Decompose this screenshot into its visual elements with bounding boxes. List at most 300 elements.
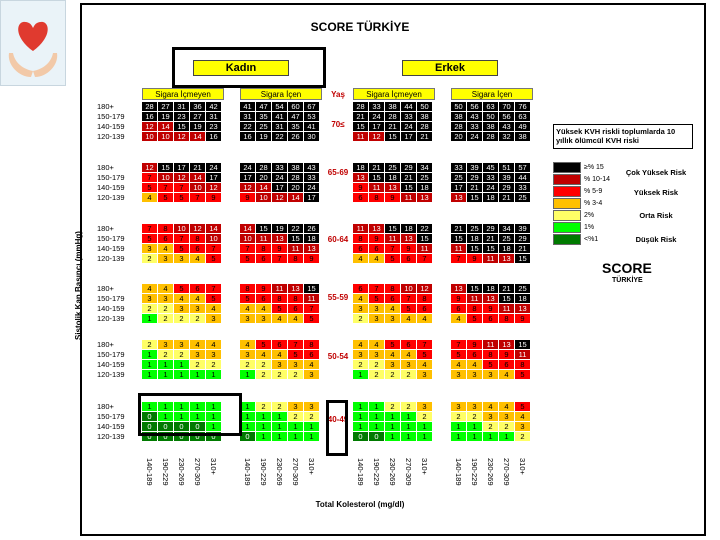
heatmap-cell: 38 — [451, 112, 467, 122]
chol-tick-label: 270-309 — [291, 458, 300, 486]
legend-label: <%1 — [584, 236, 599, 243]
heatmap-cell: 3 — [401, 360, 417, 370]
heatmap-cell: 26 — [288, 132, 304, 142]
heatmap-cell: 1 — [256, 422, 272, 432]
heatmap-cell: 15 — [499, 294, 515, 304]
heatmap-cell: 2 — [240, 360, 256, 370]
heatmap-cell: 5 — [451, 350, 467, 360]
male-label: Erkek — [402, 60, 498, 76]
heatmap-cell: 31 — [206, 112, 222, 122]
heatmap-cell: 8 — [288, 294, 304, 304]
score-logo-sub: TÜRKİYE — [612, 277, 643, 284]
heatmap-cell: 33 — [272, 163, 288, 173]
heatmap-cell: 17 — [369, 122, 385, 132]
heatmap-cell: 7 — [272, 254, 288, 264]
heatmap-cell: 11 — [483, 340, 499, 350]
heatmap-cell: 1 — [451, 422, 467, 432]
heatmap-cell: 9 — [304, 254, 320, 264]
heatmap-cell: 33 — [304, 173, 320, 183]
heatmap-cell: 8 — [499, 314, 515, 324]
chol-tick-label: 230-269 — [486, 458, 495, 486]
bp-row-label: 120-139 — [97, 370, 125, 379]
heatmap-cell: 3 — [142, 244, 158, 254]
heatmap-cell: 3 — [417, 370, 433, 380]
heatmap-cell: 24 — [304, 183, 320, 193]
heatmap-cell: 1 — [353, 412, 369, 422]
heatmap-cell: 9 — [515, 314, 531, 324]
heatmap-cell: 56 — [499, 112, 515, 122]
heatmap-cell: 2 — [369, 370, 385, 380]
bp-row-label: 150-179 — [97, 350, 125, 359]
heatmap-cell: 18 — [353, 163, 369, 173]
heatmap-cell: 1 — [158, 402, 174, 412]
y-axis-label: Sistolik Kan Basıncı (mmHg) — [74, 231, 83, 340]
legend-label: 2% — [584, 212, 595, 219]
heatmap-cell: 24 — [206, 163, 222, 173]
chol-tick-label: 310+ — [209, 458, 218, 475]
heatmap-cell: 1 — [142, 360, 158, 370]
heatmap-cell: 15 — [483, 244, 499, 254]
heatmap-cell: 14 — [190, 173, 206, 183]
heatmap-cell: 7 — [190, 193, 206, 203]
heatmap-cell: 6 — [256, 294, 272, 304]
heatmap-cell: 6 — [353, 284, 369, 294]
heatmap-cell: 2 — [401, 402, 417, 412]
heatmap-cell: 47 — [288, 112, 304, 122]
heatmap-cell: 1 — [158, 360, 174, 370]
heatmap-cell: 10 — [256, 193, 272, 203]
chol-tick-label: 140-189 — [356, 458, 365, 486]
heatmap-cell: 5 — [206, 294, 222, 304]
heatmap-cell: 63 — [483, 102, 499, 112]
heatmap-cell: 4 — [256, 304, 272, 314]
heatmap-cell: 2 — [288, 412, 304, 422]
heatmap-cell: 5 — [304, 314, 320, 324]
heatmap-cell: 0 — [142, 412, 158, 422]
heatmap-cell: 3 — [240, 350, 256, 360]
heatmap-cell: 1 — [272, 432, 288, 442]
heatmap-cell: 15 — [467, 193, 483, 203]
heatmap-cell: 34 — [499, 224, 515, 234]
age-label: 55-59 — [327, 293, 349, 302]
heatmap-cell: 3 — [353, 304, 369, 314]
chol-tick-label: 310+ — [307, 458, 316, 475]
heatmap-cell: 2 — [451, 412, 467, 422]
heatmap-cell: 3 — [467, 402, 483, 412]
heatmap-cell: 4 — [256, 350, 272, 360]
heatmap-cell: 24 — [483, 183, 499, 193]
risk-note: Yüksek KVH riskli toplumlarda 10 yıllık ölümcül KVH riski — [553, 124, 693, 149]
heatmap-cell: 3 — [190, 350, 206, 360]
heatmap-cell: 54 — [272, 102, 288, 112]
heatmap-cell: 12 — [369, 132, 385, 142]
legend-group-low: Düşük Risk — [635, 235, 677, 244]
chol-tick-label: 310+ — [420, 458, 429, 475]
heatmap-cell: 3 — [190, 304, 206, 314]
chol-tick-label: 230-269 — [275, 458, 284, 486]
heatmap-cell: 12 — [417, 284, 433, 294]
heatmap-cell: 24 — [272, 173, 288, 183]
heatmap-cell: 3 — [304, 370, 320, 380]
heatmap-cell: 1 — [158, 370, 174, 380]
heatmap-cell: 7 — [206, 244, 222, 254]
heatmap-cell: 1 — [158, 412, 174, 422]
heatmap-cell: 11 — [353, 224, 369, 234]
heatmap-cell: 29 — [401, 163, 417, 173]
heatmap-cell: 5 — [206, 254, 222, 264]
heatmap-cell: 2 — [385, 370, 401, 380]
heatmap-cell: 4 — [353, 294, 369, 304]
heatmap-cell: 3 — [256, 314, 272, 324]
heatmap-cell: 13 — [353, 173, 369, 183]
heatmap-cell: 5 — [142, 234, 158, 244]
heatmap-cell: 60 — [288, 102, 304, 112]
heatmap-cell: 6 — [483, 314, 499, 324]
heatmap-cell: 13 — [288, 284, 304, 294]
heatmap-cell: 8 — [272, 294, 288, 304]
heatmap-cell: 18 — [467, 234, 483, 244]
heatmap-cell: 17 — [451, 183, 467, 193]
heatmap-cell: 27 — [190, 112, 206, 122]
heatmap-cell: 70 — [499, 102, 515, 112]
legend-label: ≥% 15 — [584, 164, 604, 171]
heatmap-cell: 8 — [353, 234, 369, 244]
heatmap-cell: 21 — [451, 224, 467, 234]
heatmap-cell: 7 — [304, 304, 320, 314]
female-nonsmoker-header: Sigara İçmeyen — [142, 88, 224, 100]
heatmap-cell: 5 — [158, 193, 174, 203]
bp-row-label: 150-179 — [97, 234, 125, 243]
heatmap-cell: 6 — [256, 254, 272, 264]
heatmap-cell: 1 — [142, 370, 158, 380]
heatmap-cell: 33 — [451, 163, 467, 173]
heatmap-cell: 2 — [304, 412, 320, 422]
heatmap-cell: 3 — [158, 254, 174, 264]
heatmap-cell: 15 — [467, 244, 483, 254]
heatmap-cell: 31 — [272, 122, 288, 132]
heatmap-cell: 5 — [240, 294, 256, 304]
heatmap-cell: 1 — [272, 412, 288, 422]
heatmap-cell: 10 — [142, 132, 158, 142]
heatmap-cell: 12 — [174, 132, 190, 142]
heatmap-cell: 13 — [483, 294, 499, 304]
heatmap-cell: 1 — [385, 412, 401, 422]
heatmap-cell: 18 — [401, 224, 417, 234]
heatmap-cell: 11 — [272, 284, 288, 294]
female-highlight-box — [172, 47, 326, 88]
heatmap-cell: 3 — [206, 314, 222, 324]
heatmap-cell: 29 — [483, 224, 499, 234]
heatmap-cell: 3 — [451, 402, 467, 412]
heatmap-cell: 16 — [240, 132, 256, 142]
score-logo: SCORE — [602, 260, 652, 276]
heatmap-cell: 28 — [142, 102, 158, 112]
heatmap-cell: 20 — [256, 173, 272, 183]
x-axis-label: Total Kolesterol (mg/dl) — [315, 500, 405, 509]
low-risk-highlight-box — [138, 393, 242, 436]
heatmap-cell: 24 — [240, 163, 256, 173]
heatmap-cell: 9 — [499, 350, 515, 360]
heatmap-cell: 2 — [174, 314, 190, 324]
heatmap-cell: 1 — [240, 412, 256, 422]
heatmap-cell: 7 — [174, 183, 190, 193]
heatmap-cell: 3 — [158, 340, 174, 350]
heatmap-cell: 12 — [190, 224, 206, 234]
heatmap-cell: 12 — [142, 122, 158, 132]
heatmap-cell: 6 — [288, 304, 304, 314]
heatmap-cell: 1 — [417, 422, 433, 432]
heatmap-cell: 0 — [240, 432, 256, 442]
heatmap-cell: 8 — [158, 224, 174, 234]
heatmap-cell: 2 — [206, 360, 222, 370]
heatmap-cell: 4 — [190, 254, 206, 264]
heatmap-cell: 1 — [174, 412, 190, 422]
bp-row-label: 120-139 — [97, 254, 125, 263]
heatmap-cell: 7 — [401, 294, 417, 304]
heatmap-cell: 10 — [206, 234, 222, 244]
heatmap-cell: 3 — [174, 340, 190, 350]
male-smoker-header: Sigara İçen — [451, 88, 533, 100]
heatmap-cell: 1 — [451, 432, 467, 442]
heatmap-cell: 0 — [190, 432, 206, 442]
heatmap-cell: 21 — [369, 163, 385, 173]
heatmap-cell: 21 — [515, 244, 531, 254]
heatmap-cell: 3 — [369, 314, 385, 324]
heatmap-cell: 13 — [385, 183, 401, 193]
heatmap-cell: 1 — [304, 422, 320, 432]
heatmap-cell: 18 — [483, 193, 499, 203]
heatmap-cell: 5 — [272, 304, 288, 314]
heatmap-cell: 17 — [304, 193, 320, 203]
heatmap-cell: 2 — [515, 432, 531, 442]
heatmap-cell: 7 — [288, 340, 304, 350]
heatmap-cell: 18 — [417, 183, 433, 193]
heatmap-cell: 1 — [304, 432, 320, 442]
heatmap-cell: 8 — [256, 244, 272, 254]
heatmap-cell: 50 — [451, 102, 467, 112]
heatmap-cell: 3 — [158, 294, 174, 304]
bp-row-label: 140-159 — [97, 304, 125, 313]
heatmap-cell: 3 — [206, 350, 222, 360]
legend-label: % 10-14 — [584, 176, 611, 183]
heatmap-cell: 13 — [272, 234, 288, 244]
heatmap-cell: 11 — [288, 244, 304, 254]
heatmap-cell: 15 — [158, 163, 174, 173]
heatmap-cell: 1 — [206, 412, 222, 422]
heatmap-cell: 5 — [288, 350, 304, 360]
heatmap-cell: 31 — [174, 102, 190, 112]
heatmap-cell: 2 — [158, 304, 174, 314]
heatmap-cell: 19 — [190, 122, 206, 132]
heatmap-cell: 6 — [272, 340, 288, 350]
heatmap-cell: 4 — [206, 340, 222, 350]
bp-row-label: 150-179 — [97, 412, 125, 421]
chol-tick-label: 230-269 — [177, 458, 186, 486]
heatmap-cell: 56 — [467, 102, 483, 112]
heatmap-cell: 4 — [158, 284, 174, 294]
heatmap-cell: 18 — [499, 244, 515, 254]
heatmap-cell: 8 — [417, 294, 433, 304]
heatmap-cell: 7 — [142, 173, 158, 183]
heatmap-cell: 11 — [385, 234, 401, 244]
heatmap-cell: 22 — [417, 224, 433, 234]
heatmap-cell: 2 — [256, 360, 272, 370]
heatmap-cell: 28 — [288, 173, 304, 183]
heatmap-cell: 14 — [240, 224, 256, 234]
heatmap-cell: 4 — [417, 360, 433, 370]
heatmap-cell: 15 — [353, 122, 369, 132]
heatmap-cell: 2 — [417, 412, 433, 422]
heatmap-cell: 2 — [158, 314, 174, 324]
heatmap-cell: 24 — [369, 112, 385, 122]
heart-hands-logo — [0, 0, 66, 86]
heatmap-cell: 6 — [417, 304, 433, 314]
heatmap-cell: 3 — [174, 254, 190, 264]
heatmap-cell: 7 — [240, 244, 256, 254]
bp-row-label: 180+ — [97, 224, 114, 233]
heatmap-cell: 44 — [401, 102, 417, 112]
heatmap-cell: 8 — [304, 340, 320, 350]
heatmap-cell: 2 — [272, 370, 288, 380]
heatmap-cell: 2 — [288, 370, 304, 380]
heatmap-cell: 7 — [417, 254, 433, 264]
heatmap-cell: 7 — [369, 284, 385, 294]
heatmap-cell: 7 — [158, 183, 174, 193]
heatmap-cell: 4 — [515, 412, 531, 422]
heatmap-cell: 12 — [174, 173, 190, 183]
heatmap-cell: 15 — [304, 284, 320, 294]
heatmap-cell: 11 — [401, 193, 417, 203]
chol-tick-label: 270-309 — [502, 458, 511, 486]
heatmap-cell: 30 — [304, 132, 320, 142]
heatmap-cell: 11 — [467, 294, 483, 304]
heatmap-cell: 20 — [451, 132, 467, 142]
heatmap-cell: 6 — [353, 193, 369, 203]
heatmap-cell: 9 — [467, 340, 483, 350]
heatmap-cell: 15 — [174, 122, 190, 132]
bp-row-label: 180+ — [97, 402, 114, 411]
heatmap-cell: 21 — [499, 284, 515, 294]
heatmap-cell: 4 — [385, 304, 401, 314]
bp-row-label: 180+ — [97, 340, 114, 349]
heatmap-cell: 9 — [467, 254, 483, 264]
legend-label: % 3-4 — [584, 200, 603, 207]
chol-tick-label: 140-189 — [243, 458, 252, 486]
heatmap-cell: 12 — [206, 183, 222, 193]
heatmap-cell: 4 — [174, 294, 190, 304]
heatmap-cell: 11 — [515, 350, 531, 360]
heatmap-cell: 41 — [304, 122, 320, 132]
heatmap-cell: 1 — [142, 402, 158, 412]
heatmap-cell: 1 — [499, 432, 515, 442]
heatmap-cell: 21 — [467, 183, 483, 193]
heatmap-cell: 12 — [240, 183, 256, 193]
heatmap-cell: 4 — [353, 340, 369, 350]
heatmap-cell: 28 — [353, 102, 369, 112]
legend-swatch — [553, 198, 581, 209]
heatmap-cell: 4 — [272, 350, 288, 360]
heatmap-cell: 4 — [158, 244, 174, 254]
heatmap-cell: 15 — [417, 234, 433, 244]
heatmap-cell: 28 — [483, 132, 499, 142]
heatmap-cell: 1 — [467, 432, 483, 442]
heatmap-cell: 22 — [272, 132, 288, 142]
heatmap-cell: 4 — [385, 350, 401, 360]
heatmap-cell: 38 — [483, 122, 499, 132]
heatmap-cell: 3 — [499, 412, 515, 422]
heatmap-cell: 39 — [499, 173, 515, 183]
heatmap-cell: 0 — [174, 422, 190, 432]
heatmap-cell: 21 — [499, 193, 515, 203]
heatmap-cell: 57 — [515, 163, 531, 173]
heatmap-cell: 38 — [288, 163, 304, 173]
legend-swatch — [553, 210, 581, 221]
heatmap-cell: 1 — [369, 402, 385, 412]
heatmap-cell: 43 — [499, 122, 515, 132]
heatmap-cell: 14 — [158, 122, 174, 132]
heatmap-cell: 1 — [385, 422, 401, 432]
heatmap-cell: 5 — [401, 304, 417, 314]
heatmap-cell: 51 — [499, 163, 515, 173]
bp-row-label: 120-139 — [97, 314, 125, 323]
heatmap-cell: 0 — [142, 432, 158, 442]
heatmap-cell: 0 — [353, 432, 369, 442]
heatmap-cell: 13 — [499, 254, 515, 264]
heatmap-cell: 26 — [304, 224, 320, 234]
heatmap-cell: 17 — [206, 173, 222, 183]
heatmap-cell: 4 — [499, 402, 515, 412]
heatmap-cell: 1 — [190, 402, 206, 412]
heatmap-cell: 14 — [256, 183, 272, 193]
heatmap-cell: 3 — [515, 422, 531, 432]
chol-tick-label: 230-269 — [388, 458, 397, 486]
heatmap-cell: 8 — [385, 284, 401, 294]
heatmap-cell: 34 — [417, 163, 433, 173]
heatmap-cell: 33 — [483, 173, 499, 183]
heatmap-cell: 19 — [272, 224, 288, 234]
legend-label: 1% — [584, 224, 595, 231]
heatmap-cell: 28 — [417, 122, 433, 132]
heatmap-cell: 4 — [190, 340, 206, 350]
heatmap-cell: 38 — [515, 132, 531, 142]
heatmap-cell: 4 — [451, 360, 467, 370]
heatmap-cell: 5 — [174, 193, 190, 203]
heatmap-cell: 3 — [353, 350, 369, 360]
heatmap-cell: 41 — [272, 112, 288, 122]
heatmap-cell: 5 — [467, 314, 483, 324]
heatmap-cell: 2 — [499, 422, 515, 432]
heatmap-cell: 1 — [142, 314, 158, 324]
heatmap-cell: 13 — [369, 224, 385, 234]
heatmap-cell: 45 — [483, 163, 499, 173]
heatmap-cell: 7 — [142, 224, 158, 234]
heatmap-cell: 29 — [467, 173, 483, 183]
heatmap-cell: 1 — [206, 422, 222, 432]
heatmap-cell: 5 — [369, 294, 385, 304]
bp-row-label: 140-159 — [97, 360, 125, 369]
heatmap-cell: 13 — [304, 244, 320, 254]
heatmap-cell: 1 — [256, 432, 272, 442]
heatmap-cell: 2 — [158, 350, 174, 360]
heatmap-cell: 4 — [369, 254, 385, 264]
heatmap-cell: 15 — [467, 284, 483, 294]
heatmap-cell: 22 — [240, 122, 256, 132]
heatmap-cell: 1 — [369, 412, 385, 422]
heatmap-cell: 25 — [467, 224, 483, 234]
legend-swatch — [553, 186, 581, 197]
bp-row-label: 150-179 — [97, 294, 125, 303]
heatmap-cell: 8 — [240, 284, 256, 294]
